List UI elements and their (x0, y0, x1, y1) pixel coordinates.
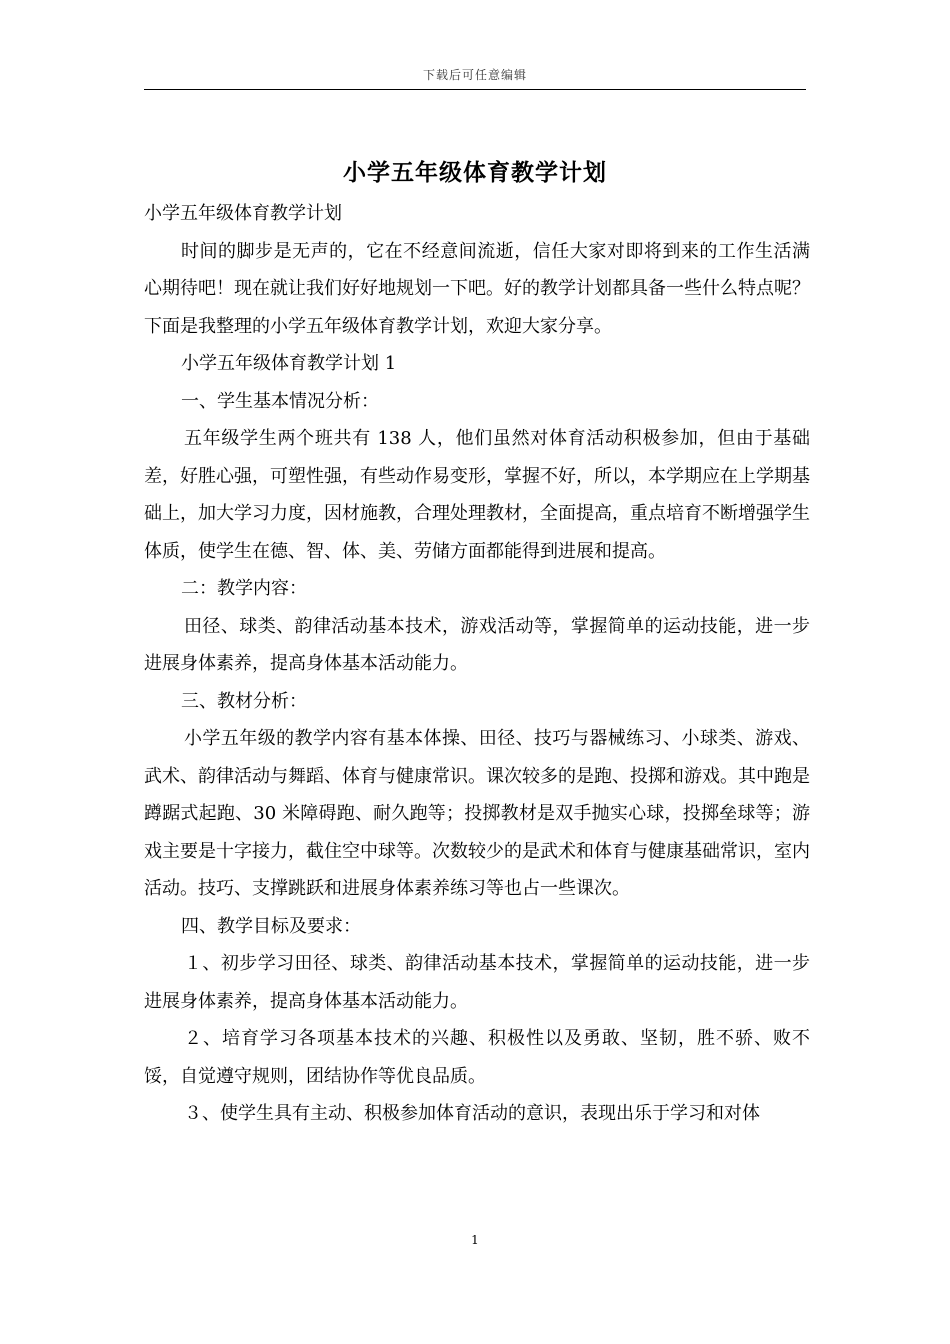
section-paragraph: 小学五年级的教学内容有基本体操、田径、技巧与器械练习、小球类、游戏、武术、韵律活动与舞蹈、体育与健康常识。课次较多的是跑、投掷和游戏。其中跑是蹲踞式起跑、30 米障碍跑、耐久跑等；投掷教材是双手抛实心球，投掷垒球等；游戏主要是十字接力，截住空中球等。次数较少的是武术和体育与健康基础常识，室内活动。技巧、支撑跳跃和进展身体素养练习等也占一些课次。 (144, 728, 810, 899)
section-paragraph: ３、使学生具有主动、积极参加体育活动的意识，表现出乐于学习和对体 (184, 1103, 760, 1124)
document-title: 小学五年级体育教学计划 (343, 159, 607, 186)
document-body (144, 195, 810, 1133)
document-subtitle: 小学五年级体育教学计划 (144, 203, 342, 224)
section-paragraph: 田径、球类、韵律活动基本技术，游戏活动等，掌握简单的运动技能，进一步进展身体素养，提高身体基本活动能力。 (144, 615, 810, 674)
section-paragraph: 五年级学生两个班共有 138 人，他们虽然对体育活动积极参加，但由于基础差，好胜心强，可塑性强，有些动作易变形，掌握不好，所以，本学期应在上学期基础上，加大学习力度，因材施教，合理处理教材，全面提高，重点培育不断增强学生体质，使学生在德、智、体、美、劳储方面都能得到进展和提高。 (144, 428, 810, 562)
section-heading: 一、学生基本情况分析： (181, 390, 379, 412)
section-heading: 四、教学目标及要求： (181, 915, 361, 937)
section-heading: 二：教学内容： (181, 578, 307, 599)
plan-title: 小学五年级体育教学计划 1 (181, 353, 397, 374)
section-heading: 三、教材分析： (181, 690, 307, 712)
header-note: 下载后可任意编辑 (422, 68, 527, 82)
section-paragraph: ２、培育学习各项基本技术的兴趣、积极性以及勇敢、坚韧，胜不骄、败不馁，自觉遵守规则，团结协作等优良品质。 (144, 1028, 810, 1087)
section-paragraph: １、初步学习田径、球类、韵律活动基本技术，掌握简单的运动技能，进一步进展身体素养，提高身体基本活动能力。 (144, 953, 810, 1012)
header-divider (144, 89, 806, 90)
intro-paragraph: 时间的脚步是无声的，它在不经意间流逝，信任大家对即将到来的工作生活满心期待吧！现在就让我们好好地规划一下吧。好的教学计划都具备一些什么特点呢？下面是我整理的小学五年级体育教学计划，欢迎大家分享。 (144, 240, 810, 337)
page-number: 1 (471, 1233, 479, 1247)
